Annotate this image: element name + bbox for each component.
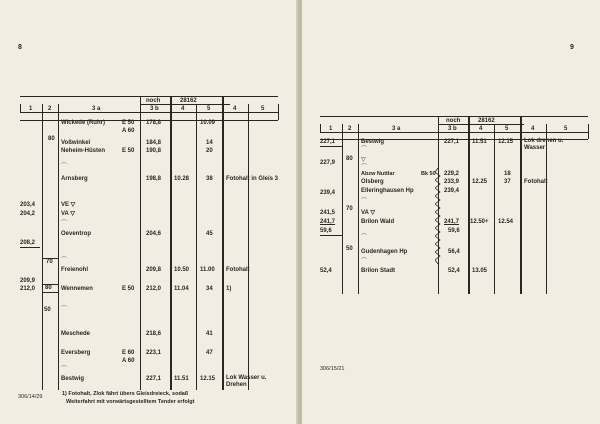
km: 239,4 [444,188,460,194]
station: Bestwig [361,139,385,145]
signal: Bk 50 [421,171,436,177]
km: 204,6 [146,231,162,237]
time-arr: 10.28 [174,176,190,182]
remark: Lok drehen u. Wasser [524,138,564,151]
station: Gudenhagen Hp [361,249,408,255]
time-dep: 12.15 [200,376,216,382]
station: Wickede (Ruhr) [61,120,105,126]
arc-mark: ⌒ [61,258,68,264]
arc-mark: ⌒ [61,164,68,170]
header-noch: noch [146,98,161,104]
time-dep: 14 [206,140,213,146]
col-3b: 3 b [448,126,457,132]
km: 227,1 [146,376,162,382]
arc-mark: ⌒ [361,147,368,153]
km: 56,4 [448,249,460,255]
km: 59,6 [448,228,460,234]
triangle-mark: ▽ [361,157,366,163]
km: 229,2 [444,171,460,177]
col-4b: 4 [233,106,237,112]
time-dep: 45 [206,231,213,237]
km: 218,6 [146,331,162,337]
km-mark: 227,9 [320,160,336,166]
arc-mark: ⌒ [61,307,68,313]
signal: E 60 [122,350,135,356]
signal: E 50 [122,148,135,154]
arc-mark: ⌒ [61,367,68,373]
remark: Fotohalt [226,267,250,273]
km-mark: 209,9 [20,278,36,284]
time-arr: 10.50 [174,267,190,273]
signal: A 60 [122,128,135,134]
station: Freienohl [61,267,89,273]
speed: 50 [44,307,51,313]
km: 241,7 [444,219,460,225]
time-dep: 34 [206,286,213,292]
speed: 70 [346,206,353,212]
header-train: 28162 [478,118,495,124]
signal-note: VE ▽ [61,202,76,208]
col-5b: 5 [564,126,568,132]
arc-mark: ⌒ [361,235,368,241]
station: Arnsberg [61,176,88,182]
right-timetable [302,0,600,424]
col-2: 2 [348,126,352,132]
km-mark: 208,2 [20,240,36,246]
header-noch: noch [446,118,461,124]
km-mark: 52,4 [320,268,332,274]
km: 178,8 [146,120,162,126]
time-dep: 11.00 [200,267,215,273]
col-5: 5 [505,126,509,132]
col-4b: 4 [531,126,535,132]
remark: Lok Wasser u. Drehen [226,375,267,388]
arc-mark: ⌒ [61,221,68,227]
col-5: 5 [207,106,211,112]
header-train: 28162 [180,98,197,104]
km: 190,8 [146,148,162,154]
footnote-line-2: Weiterfahrt mit vorwärtsgestelltem Tender erfolgt [66,399,195,405]
col-3b: 3 b [150,106,159,112]
time-dep: 37 [504,179,511,185]
station: Brilon Stadt [361,268,395,274]
km-mark: 203,4 [20,202,36,208]
station: Brilon Wald [361,219,395,225]
km: 233,9 [444,179,460,185]
km-mark: 59,6 [320,228,332,234]
left-page [0,0,298,424]
remark: 1) [226,286,232,292]
time-arr: 12.50+ [470,219,489,225]
station: Elleringhausen Hp [361,188,414,194]
col-3a: 3 a [392,126,401,132]
time-dep: 10.09 [200,120,216,126]
col-4: 4 [181,106,185,112]
station: Oeventrop [61,231,92,237]
col-2: 2 [48,106,52,112]
km: 209,8 [146,267,162,273]
remark: Fotohalt [524,179,548,185]
km: 198,8 [146,176,162,182]
speed: 70 [46,259,53,265]
page-number: 9 [570,44,574,51]
signal: A 60 [122,358,135,364]
footer-code: 306/15/21 [320,366,345,372]
time-arr: 13.05 [472,268,488,274]
arc-mark: ⌒ [361,199,368,205]
signal-note: VA ▽ [361,210,375,216]
km: 184,8 [146,140,162,146]
time-arr: 11.51 [174,376,189,382]
speed: 50 [346,246,353,252]
km-mark: 241,5 [320,210,336,216]
speed: 80 [346,156,353,162]
arc-mark: ⌒ [361,259,368,265]
col-1: 1 [29,106,33,112]
speed: 80 [45,285,52,291]
footer-code: 306/14/29 [18,394,43,400]
signal-note: VA ▽ [61,211,75,217]
time-dep: 20 [206,148,213,154]
col-3a: 3 a [92,106,101,112]
signal: E 50 [122,120,135,126]
time-arr: 11.51 [472,139,487,145]
arc-mark: ⌒ [361,165,368,171]
time-dep: 41 [206,331,213,337]
km: 212,0 [146,286,162,292]
zigzag-track-mark [435,168,441,268]
col-5b: 5 [261,106,265,112]
km-mark: 239,4 [320,190,336,196]
signal: E 50 [122,286,135,292]
station: Neheim-Hüsten [61,148,106,154]
km: 223,1 [146,350,162,356]
station: Abzw Nuttlar [361,171,395,177]
time-dep: 47 [206,350,213,356]
km-mark: 212,0 [20,286,36,292]
speed: 80 [48,136,55,142]
station: Eversberg [61,350,91,356]
km: 52,4 [448,268,460,274]
col-4: 4 [479,126,483,132]
station: Bestwig [61,376,85,382]
km: 227,1 [444,139,460,145]
station: Olsberg [361,179,384,185]
time-arr: 11.04 [174,286,189,292]
time-dep: 38 [206,176,213,182]
col-1: 1 [329,126,333,132]
right-page [302,0,600,424]
km-mark: 204,2 [20,211,36,217]
time-dep: 18 [504,171,511,177]
time-dep: 12.15 [498,139,514,145]
left-timetable [0,0,298,424]
station: Voßwinkel [61,140,91,146]
station: Meschede [61,331,91,337]
footnote-line-1: 1) Fotohalt, Zlok fährt übers Gleisdreieck, sodaß [62,391,189,397]
km-mark: 241,7 [320,219,336,225]
page-number: 8 [18,44,22,51]
station: Wennemen [61,286,93,292]
time-arr: 12.25 [472,179,488,185]
remark: Fotohalt in Gleis 3 [226,176,279,182]
time-dep: 12.54 [498,219,514,225]
km-mark: 227,1 [320,139,336,145]
